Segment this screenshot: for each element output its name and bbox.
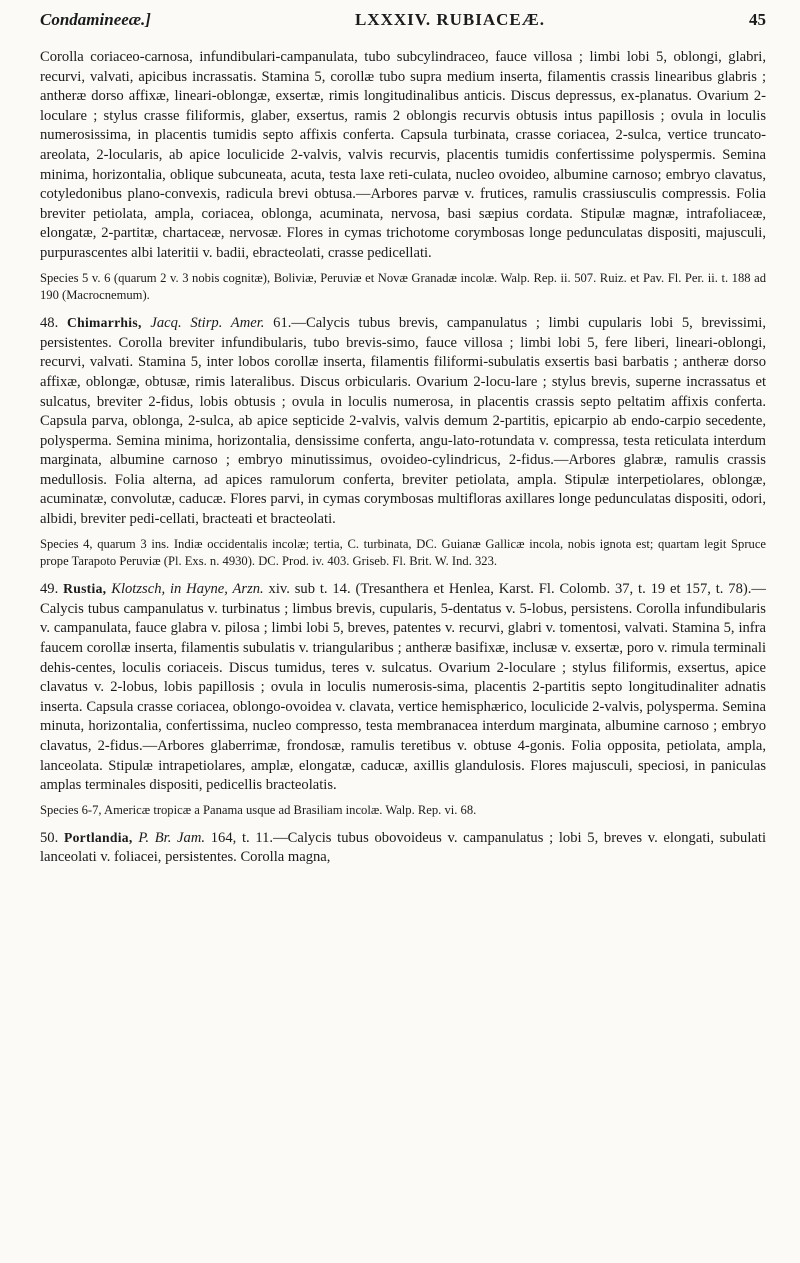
genus-name: Rustia, xyxy=(63,581,107,597)
species-note: Species 6-7, Americæ tropicæ a Panama usque ad Brasiliam incolæ. Walp. Rep. vi. 68. xyxy=(40,802,477,817)
genus-entry-48 xyxy=(40,313,766,571)
genus-author: P. Br. Jam. xyxy=(138,829,206,846)
genus-name: Chimarrhis, xyxy=(66,315,142,331)
genus-description xyxy=(40,579,766,796)
intro-species-note: Species 5 v. 6 (quarum 2 v. 3 nobis cognitæ), Boliviæ, Peruviæ et Novæ Granadæ incolæ. Walp. Rep. ii. 507. Ruiz. et Pav. Fl. Per. ii. t. 188 ad 190 (Macrocnemum). xyxy=(40,270,766,303)
genus-entry-49 xyxy=(40,579,766,819)
genus-name: Portlandia, xyxy=(63,829,133,845)
entry-number: 49. xyxy=(40,581,59,598)
intro-description: Corolla coriaceo-carnosa, infundibulari-campanulata, tubo subcylindraceo, fauce villosa ; limbi lobi 5, oblongi, glabri, recurvi, valvati, apicibus incrassatis. Stamina 5, corollæ tubo supra medium inserta, filamentis crassis linearibus glabris ; antheræ dorso affixæ, lineari-oblongæ, exsertæ, rimis longitudinalibus anticis. Discus depressus, ex-planatus. Ovarium 2-loculare ; stylus crasse filiformis, glaber, exsertus, ramis 2 oblongis recurvis obtusis intus papillosis ; ovula in loculis numerosissima, in placentis tumidis septo affixis conferta. Capsula turbinata, crasse coriacea, 2-sulca, vertice truncato-areolata, 2-locularis, ab apice loculicide 2-valvis, valvis recurvis, placentis tumidis confertissime polyspermis. Semina minima, horizontalia, oblique subcuneata, acuta, testa laxe reti-culata, nucleo ovoideo, albumine carnoso; embryo clavatus, cotyledonibus plano-convexis, radicula brevi obtusa.—Arbores parvæ v. frutices, ramulis crassiusculis compressis. Folia breviter petiolata, ampla, coriacea, oblonga, acuminata, nervosa, basi sæpius cordata. Stipulæ magnæ, intrafoliaceæ, elongatæ, 2-partitæ, chartaceæ, nervosæ. Flores in cymas trichotome corymbosas longe pedunculatas dispositi, majusculi, purpurascentes albi lateritii v. badii, ebracteolati, crasse pedicellati. xyxy=(40,49,766,261)
page-number: 45 xyxy=(748,10,766,29)
genus-author: Jacq. Stirp. Amer. xyxy=(150,315,265,332)
genus-author: Klotzsch, in Hayne, Arzn. xyxy=(111,581,264,598)
entry-number: 48. xyxy=(40,315,59,332)
genus-description xyxy=(40,828,766,868)
page-header xyxy=(40,10,766,48)
running-head-left: Condamineeæ.] xyxy=(40,10,151,29)
genus-entry-50 xyxy=(40,828,766,868)
genus-text: 164, t. 11.—Calycis tubus obovoideus v. campanulatus ; lobi 5, breves v. elongati, subulati lanceolati v. foliacei, persistentes. Corolla magna, xyxy=(40,829,766,866)
entry-number: 50. xyxy=(40,829,59,846)
genus-text: xiv. sub t. 14. (Tresanthera et Henlea, Karst. Fl. Colomb. 37, t. 19 et 157, t. 78).—Calycis tubus campanulatus v. turbinatus ; limbus brevis, cupularis, 5-dentatus v. 5-lobus, persistens. Corolla infundibularis v. campanulata, fauce glabra v. pilosa ; limbi lobi 5, breves, patentes v. recurvi, glabri v. tomentosi, valvati. Stamina 5, infra faucem corollæ inserta, filamentis subulatis v. triangularibus ; antheræ basifixæ, inclusæ v. exsertæ, poro v. rimula terminali dehis-centes, loculis coriaceis. Discus tumidus, teres v. sulcatus. Ovarium 2-loculare ; stylus filiformis, exsertus, apice clavatus v. 2-lobus, lobis papillosis ; ovula in loculis numerosis-sima, placentis 2-partitis septo longitudinaliter adnatis inserta. Capsula crasse coriacea, oblongo-ovoidea v. clavata, vertice hemisphærico, loculicide 2-valvis, polysperma. Semina minuta, horizontalia, confertissima, nucleo compresso, testa membranacea interdum marginata, albumine carnoso ; embryo clavatus, 2-fidus.—Arbores glaberrimæ, frondosæ, ramulis teretibus v. obtuse 4-gonis. Folia opposita, petiolata, ampla, lanceolata. Stipulæ intrapetiolares, amplæ, elongatæ, caducæ, axillis glandulosis. Flores majusculi, speciosi, in paniculas amplas terminales dispositi, pedicellis bracteolatis. xyxy=(40,581,766,794)
genus-text: 61.—Calycis tubus brevis, campanulatus ; limbi cupularis lobi 5, brevissimi, persistentes. Corolla breviter infundibularis, tubo brevis-simo, fauce villosa ; limbi lobi 5, fere liberi, lineari-oblongi, recurvi, valvati. Stamina 5, inter lobos corollæ inserta, filamentis filiformi-subulatis exsertis basi barbatis ; antheræ dorso affixæ, oblongæ, obtusæ, rimis lateralibus. Discus orbicularis. Ovarium 2-locu-lare ; stylus brevis, superne incrassatus et sulcatus, breviter 2-fidus, lobis obtusis ; ovula in loculis numerosa, in placentis crassis septo peltatim affixis conferta. Capsula parva, oblonga, 2-sulca, ab apice septicide 2-valvis, valvis demum 2-partitis, epicarpio ab endo-carpio secedente, polysperma. Semina minima, horizontalia, densissime conferta, angu-lato-rotundata v. compressa, testa reticulata interdum marginata, albumine carnoso ; embryo minutissimus, ovoideo-cylindricus, 2-fidus.—Arbores glabræ, ramulis crassis medullosis. Folia alterna, ad apices ramulorum conferta, breviter petiolata, ampla. Stipulæ interpetiolares, oblongæ, acuminatæ, convolutæ, caducæ. Flores parvi, in cymas corymbosas multifloras axillares longe pedunculatas dispositi, odori, albidi, breviter pedi-cellati, bracteati et bracteolati. xyxy=(40,315,766,528)
species-note: Species 4, quarum 3 ins. Indiæ occidentalis incolæ; tertia, C. turbinata, DC. Guianæ Gallicæ incola, nobis ignota est; quartam legit Spruce prope Tarapoto Peruviæ (Pl. Exs. n. 4930). DC. Prod. iv. 403. Griseb. Fl. Brit. W. Ind. 323. xyxy=(40,536,766,569)
running-head-title: LXXXIV. RUBIACEÆ. xyxy=(354,10,545,29)
genus-description xyxy=(40,313,766,530)
